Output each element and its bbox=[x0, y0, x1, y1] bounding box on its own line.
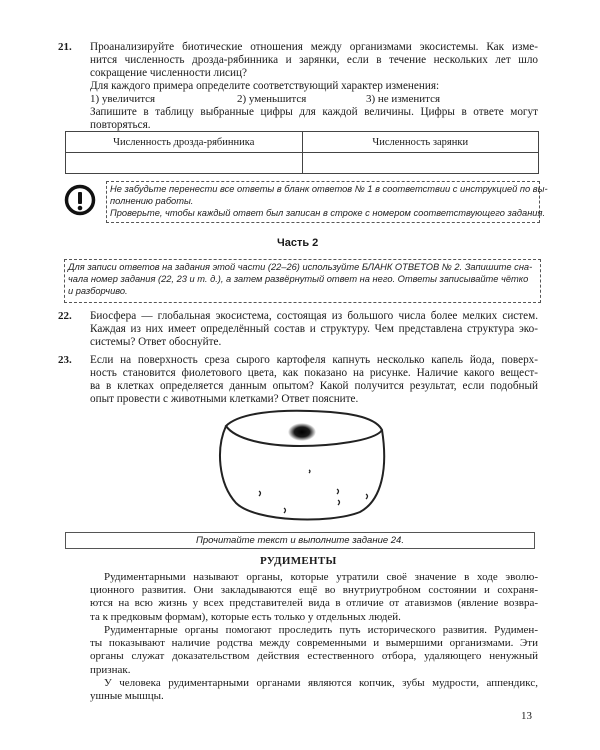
answer-cell-robin[interactable] bbox=[302, 153, 539, 174]
option-2: 2) уменьшится bbox=[237, 93, 307, 105]
question-22-line-3: системы? Ответ обоснуйте. bbox=[90, 336, 222, 348]
potato-eye bbox=[338, 500, 340, 505]
potato-eye bbox=[259, 491, 261, 496]
text-24-box bbox=[65, 532, 535, 549]
text-24-box-label: Прочитайте текст и выполните задание 24. bbox=[196, 535, 404, 546]
table-header-robin: Численность зарянки bbox=[302, 132, 539, 153]
question-22-number: 22. bbox=[58, 310, 72, 322]
answer-table-21 bbox=[65, 131, 539, 174]
rudiments-title: РУДИМЕНТЫ bbox=[260, 555, 337, 567]
question-23-line-1: Если на поверхность среза сырого картофеля капнуть несколько капель йода, поверх- bbox=[90, 354, 538, 366]
part-2-note-line-2: чала номер задания (22, 23 и т. д.), а затем развёрнутый ответ на него. Ответы записывайте чётко bbox=[68, 274, 529, 284]
question-22-text bbox=[90, 310, 538, 349]
rud-p1-line-4: та к предковым формам), которые есть только у отдельных людей. bbox=[90, 610, 401, 623]
write-line-1: Запишите в таблицу выбранные цифры для каждой величины. Цифры в ответе могут bbox=[90, 106, 538, 118]
question-21-line-3: сокращение численности лисиц? bbox=[90, 67, 247, 79]
answer-cell-thrush[interactable] bbox=[66, 153, 303, 174]
rudiments-paragraph-3 bbox=[90, 677, 538, 703]
part-2-note bbox=[64, 259, 541, 303]
potato-eye bbox=[366, 494, 368, 499]
iodine-stain bbox=[288, 423, 316, 441]
rudiments-paragraph-2 bbox=[90, 624, 538, 677]
rud-p3-line-2: ушные мышцы. bbox=[90, 690, 164, 703]
option-3: 3) не изменится bbox=[366, 93, 441, 105]
rud-p1-line-2: ционного развития. Они закладываются ещё во внутриутробном состоянии и сохраня- bbox=[90, 584, 538, 597]
question-23-text bbox=[90, 354, 538, 406]
potato-eye bbox=[284, 508, 286, 513]
warning-line-1: Не забудьте перенести все ответы в бланк ответов № 1 в соответствии с инструкцией по вы- bbox=[110, 184, 548, 194]
table-header-thrush: Численность дрозда-рябинника bbox=[66, 132, 303, 153]
question-21-text bbox=[90, 41, 538, 93]
warning-note bbox=[106, 181, 548, 223]
warning-line-2: полнению работы. bbox=[110, 196, 194, 206]
question-21-line-1: Проанализируйте биотические отношения между организмами экосистемы. Как изме- bbox=[90, 41, 538, 53]
question-23-number: 23. bbox=[58, 354, 72, 366]
question-21-line-2: нится численность дрозда-рябинника и зарянки, если в течение нескольких лет шло bbox=[90, 54, 538, 66]
question-23-line-3: ва в клетках определяется данным опытом? Какой получится результат, если подобный bbox=[90, 380, 538, 392]
rud-p1-line-3: ются на всю жизнь у всех представителей вида в отличие от атавизмов (явление возвра- bbox=[90, 597, 538, 610]
potato-eye bbox=[309, 470, 310, 473]
rud-p1-line-1: Рудиментарными называют органы, которые утратили своё значение в ходе эволю- bbox=[104, 571, 538, 583]
warning-line-3: Проверьте, чтобы каждый ответ был записан в строке с номером соответствующего задания. bbox=[110, 208, 546, 218]
potato-eye bbox=[337, 489, 339, 494]
part-2-note-line-3: и разборчиво. bbox=[68, 286, 128, 296]
part-2-title: Часть 2 bbox=[277, 237, 319, 249]
question-22-line-1: Биосфера — глобальная экосистема, состоящая из большого числа более мелких систем. bbox=[90, 310, 538, 322]
question-23-line-2: ность становится фиолетового цвета, как показано на рисунке. Наличие какого вещест- bbox=[90, 367, 538, 379]
question-22-line-2: Каждая из них имеет определённый состав и структуру. Чем представлена структура эко- bbox=[90, 323, 538, 335]
question-21-write-instruction bbox=[90, 106, 538, 132]
write-line-2: повторяться. bbox=[90, 119, 151, 131]
question-21-instruction: Для каждого примера определите соответствующий характер изменения: bbox=[90, 80, 440, 92]
rud-p3-line-1: У человека рудиментарными органами являются копчик, зубы мудрости, аппендикс, bbox=[104, 677, 538, 689]
option-1: 1) увеличится bbox=[90, 93, 156, 105]
part-2-note-line-1: Для записи ответов на задания этой части (22–26) используйте БЛАНК ОТВЕТОВ № 2. Запишите сна- bbox=[68, 262, 533, 272]
warning-icon bbox=[64, 184, 96, 216]
rudiments-paragraph-1 bbox=[90, 571, 538, 624]
potato-iodine-illustration bbox=[210, 408, 390, 524]
question-23-line-4: опыт провести с животными клетками? Ответ поясните. bbox=[90, 393, 359, 405]
rud-p2-line-1: Рудиментарные органы помогают проследить путь исторического развития. Рудимен- bbox=[104, 624, 538, 636]
question-21-number: 21. bbox=[58, 41, 72, 53]
rud-p2-line-4: признак. bbox=[90, 663, 131, 676]
page-number: 13 bbox=[521, 710, 532, 722]
rud-p2-line-2: ты показывают наличие родства между современными и вымершими организмами. Эти bbox=[90, 637, 538, 650]
rud-p2-line-3: органы служат доказательством действия естественного отбора, удаляющего ненужный bbox=[90, 650, 538, 663]
